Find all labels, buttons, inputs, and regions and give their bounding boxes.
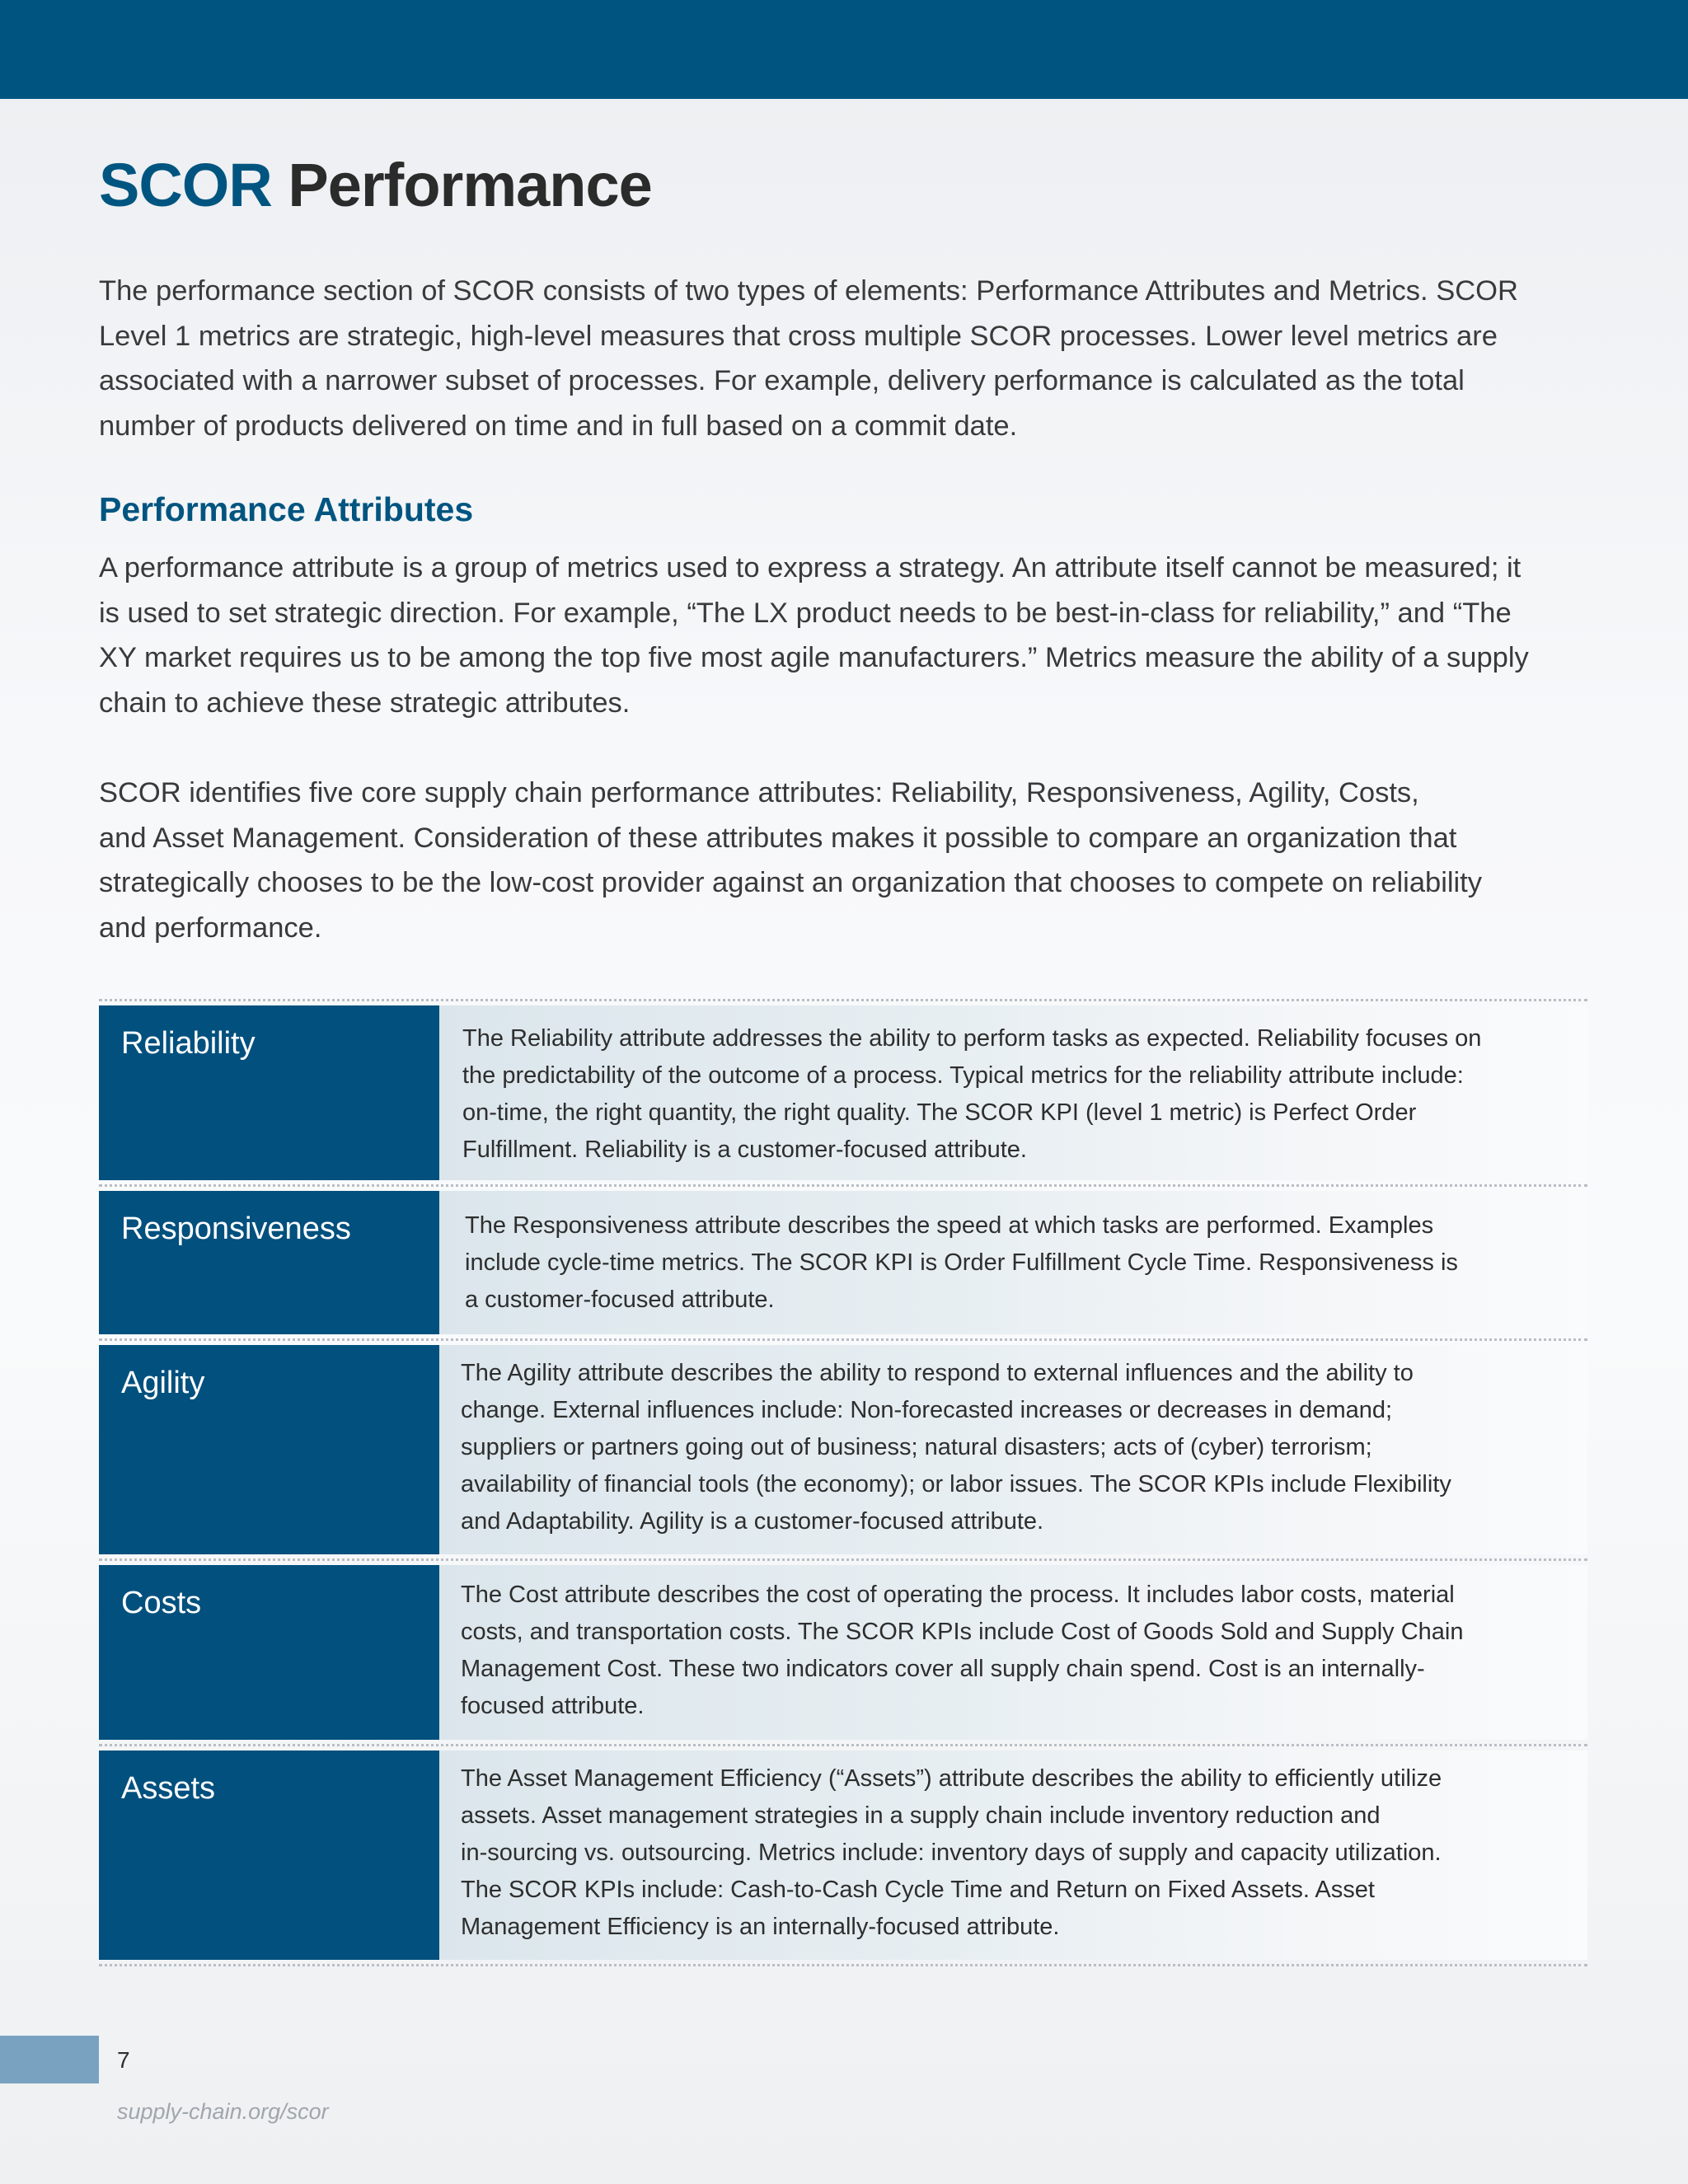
attribute-description — [439, 1345, 1587, 1554]
description-line: Management Efficiency is an internally-focused attribute. — [461, 1914, 1060, 1940]
attribute-row-agility — [99, 1345, 1587, 1554]
page-title-rest: Performance — [288, 151, 652, 219]
attributes-paragraph — [99, 546, 1607, 725]
dotted-divider — [99, 1964, 1587, 1966]
paragraph-line: A performance attribute is a group of metrics used to express a strategy. An attribute itself cannot be measured; it — [99, 552, 1522, 583]
paragraph-line: XY market requires us to be among the top five most agile manufacturers.” Metrics measure the ability of a supply — [99, 642, 1529, 673]
paragraph-line: SCOR identifies five core supply chain performance attributes: Reliability, Responsiveness, Agility, Costs, — [99, 777, 1419, 808]
description-line: focused attribute. — [461, 1693, 645, 1719]
paragraph-line: strategically chooses to be the low-cost provider against an organization that chooses to compete on reliability — [99, 867, 1483, 898]
description-line: on-time, the right quantity, the right quality. The SCOR KPI (level 1 metric) is Perfect Order — [462, 1099, 1417, 1126]
description-line: suppliers or partners going out of business; natural disasters; acts of (cyber) terrorism; — [461, 1434, 1372, 1460]
description-line: Fulfillment. Reliability is a customer-focused attribute. — [462, 1137, 1027, 1163]
attribute-row-responsiveness — [99, 1191, 1587, 1334]
attribute-name: Costs — [99, 1565, 439, 1740]
description-line: change. External influences include: Non-forecasted increases or decreases in demand; — [461, 1397, 1393, 1423]
attributes-table — [99, 999, 1587, 1966]
page-title — [99, 148, 652, 223]
attribute-row-reliability — [99, 1005, 1587, 1180]
section-heading: Performance Attributes — [99, 490, 474, 528]
description-line: availability of financial tools (the economy); or labor issues. The SCOR KPIs include Flexibility — [461, 1471, 1451, 1497]
intro-paragraph — [99, 269, 1607, 448]
description-line: The Asset Management Efficiency (“Assets”) attribute describes the ability to efficiently utilize — [461, 1765, 1442, 1792]
description-line: Management Cost. These two indicators cover all supply chain spend. Cost is an internally- — [461, 1656, 1425, 1682]
intro-line: number of products delivered on time and in full based on a commit date. — [99, 410, 1018, 442]
attribute-name: Agility — [99, 1345, 439, 1554]
description-line: The Responsiveness attribute describes the speed at which tasks are performed. Examples — [465, 1212, 1434, 1239]
attribute-row-costs — [99, 1565, 1587, 1740]
page-tab-marker — [0, 2036, 99, 2083]
attribute-description — [439, 1191, 1587, 1334]
description-line: a customer-focused attribute. — [465, 1286, 775, 1313]
page-number: 7 — [117, 2047, 130, 2073]
attribute-description — [439, 1005, 1587, 1180]
attribute-description — [439, 1750, 1587, 1960]
page-title-accent: SCOR — [99, 151, 272, 219]
footer-url: supply-chain.org/scor — [117, 2099, 329, 2124]
paragraph-line: and performance. — [99, 912, 322, 944]
description-line: include cycle-time metrics. The SCOR KPI is Order Fulfillment Cycle Time. Responsiveness is — [465, 1249, 1458, 1276]
description-line: the predictability of the outcome of a process. Typical metrics for the reliability attribute include: — [462, 1062, 1464, 1089]
dotted-divider — [99, 1744, 1587, 1746]
description-line: and Adaptability. Agility is a customer-focused attribute. — [461, 1508, 1044, 1535]
intro-line: associated with a narrower subset of processes. For example, delivery performance is calculated as the total — [99, 365, 1465, 396]
description-line: The Reliability attribute addresses the ability to perform tasks as expected. Reliability focuses on — [462, 1025, 1482, 1052]
intro-line: Level 1 metrics are strategic, high-level measures that cross multiple SCOR processes. Lower level metrics are — [99, 320, 1498, 352]
description-line: assets. Asset management strategies in a supply chain include inventory reduction and — [461, 1802, 1381, 1829]
dotted-divider — [99, 999, 1587, 1001]
intro-line: The performance section of SCOR consists of two types of elements: Performance Attributes and Metrics. SCOR — [99, 275, 1518, 307]
description-line: The Agility attribute describes the ability to respond to external influences and the ability to — [461, 1360, 1414, 1386]
description-line: The Cost attribute describes the cost of operating the process. It includes labor costs, material — [461, 1582, 1455, 1608]
dotted-divider — [99, 1338, 1587, 1341]
core-attributes-paragraph — [99, 771, 1607, 950]
description-line: The SCOR KPIs include: Cash-to-Cash Cycle Time and Return on Fixed Assets. Asset — [461, 1877, 1375, 1903]
description-line: in-sourcing vs. outsourcing. Metrics include: inventory days of supply and capacity utilization. — [461, 1840, 1442, 1866]
paragraph-line: is used to set strategic direction. For example, “The LX product needs to be best-in-class for reliability,” and “The — [99, 597, 1512, 629]
attribute-name: Assets — [99, 1750, 439, 1960]
dotted-divider — [99, 1558, 1587, 1561]
header-band — [0, 0, 1688, 99]
attribute-row-assets — [99, 1750, 1587, 1960]
attribute-name: Responsiveness — [99, 1191, 439, 1334]
attribute-description — [439, 1565, 1587, 1740]
attribute-name: Reliability — [99, 1005, 439, 1180]
paragraph-line: and Asset Management. Consideration of these attributes makes it possible to compare an organization that — [99, 822, 1457, 854]
dotted-divider — [99, 1184, 1587, 1187]
paragraph-line: chain to achieve these strategic attributes. — [99, 687, 631, 719]
description-line: costs, and transportation costs. The SCOR KPIs include Cost of Goods Sold and Supply Chain — [461, 1619, 1464, 1645]
